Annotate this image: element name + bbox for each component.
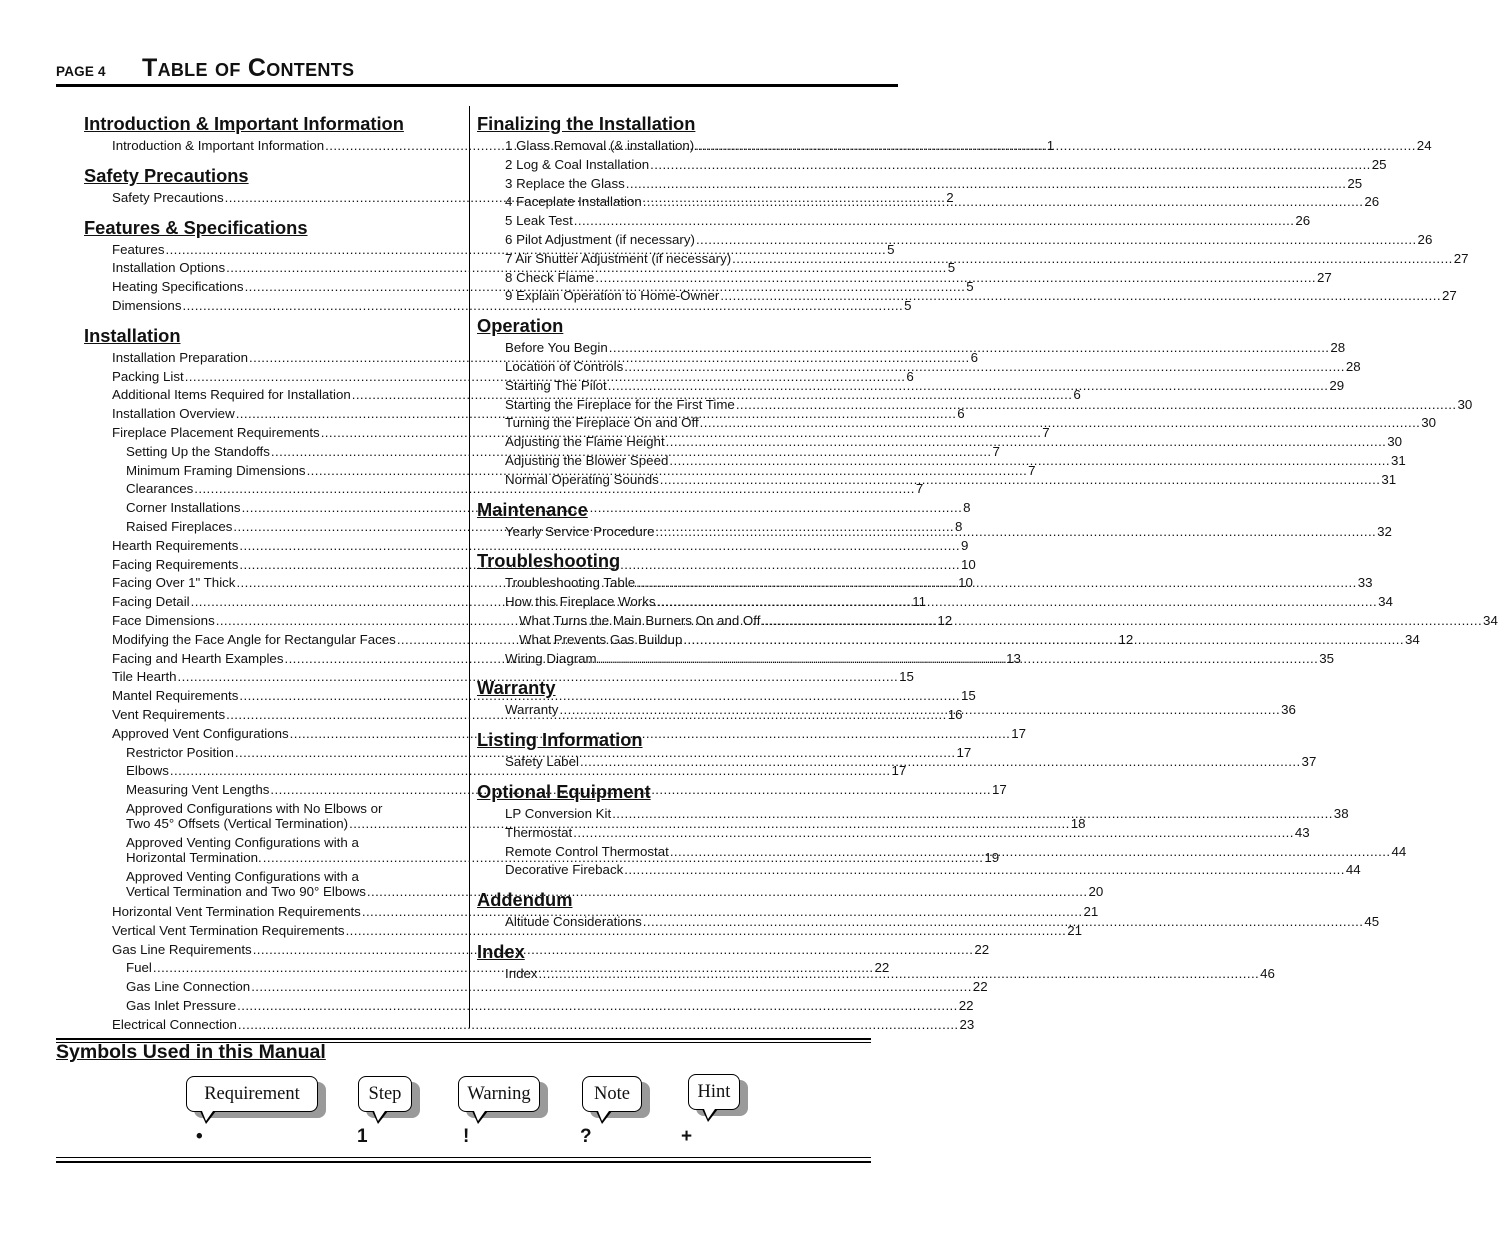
toc-entry-label: Facing Over 1" Thick bbox=[112, 575, 236, 591]
toc-entry bbox=[477, 861, 1361, 880]
hint-bubble bbox=[688, 1074, 740, 1110]
toc-entry-page: 10 bbox=[958, 575, 973, 591]
toc-entry-page: 34 bbox=[1483, 612, 1498, 628]
toc-entry bbox=[477, 433, 1403, 452]
toc-entry-page: 5 bbox=[947, 260, 956, 276]
toc-entry-label-continued: Horizontal Termination. bbox=[126, 850, 262, 866]
hint-label: Hint bbox=[688, 1074, 740, 1110]
leader-dots bbox=[720, 287, 1441, 306]
toc-entry-page: 8 bbox=[955, 518, 963, 534]
leader-dots bbox=[624, 358, 1345, 377]
toc-entry-label: Restrictor Position bbox=[126, 744, 234, 760]
step-label: Step bbox=[358, 1076, 412, 1112]
toc-entry bbox=[477, 156, 1387, 175]
leader-dots bbox=[683, 631, 1404, 650]
step-bubble bbox=[358, 1076, 412, 1112]
toc-entry-label: Facing and Hearth Examples bbox=[112, 650, 284, 666]
toc-entry-label: Minimum Framing Dimensions bbox=[126, 462, 306, 478]
toc-entry-label: Approved Venting Configurations with a bbox=[126, 868, 359, 884]
toc-entry-label: Vent Requirements bbox=[112, 706, 226, 722]
toc-entry-label: Face Dimensions bbox=[112, 612, 215, 628]
toc-entry bbox=[84, 997, 974, 1016]
leader-dots bbox=[643, 913, 1364, 932]
toc-entry bbox=[477, 452, 1406, 471]
toc-entry-page: 5 bbox=[904, 297, 912, 313]
toc-entry-label: Raised Fireplaces bbox=[126, 518, 233, 534]
toc-entry-label: Vertical Vent Termination Requirements bbox=[112, 922, 345, 938]
toc-entry-label: Yearly Service Procedure bbox=[505, 523, 655, 539]
toc-entry-label: Starting The Pilot bbox=[505, 377, 607, 393]
toc-entry-label: Fireplace Placement Requirements bbox=[112, 424, 320, 440]
section-heading: Safety Precautions bbox=[84, 164, 249, 186]
toc-entry bbox=[84, 978, 988, 997]
toc-entry bbox=[477, 358, 1361, 377]
toc-section bbox=[477, 113, 1469, 306]
toc-entry-page: 35 bbox=[1319, 650, 1335, 666]
leader-dots bbox=[666, 433, 1387, 452]
toc-entry-label: Troubleshooting Table bbox=[505, 575, 636, 591]
toc-entry-label: Approved Venting Configurations with a bbox=[126, 834, 359, 850]
toc-entry-label: Horizontal Vent Termination Requirements bbox=[112, 903, 361, 919]
toc-entry-page: 1 bbox=[1046, 138, 1055, 153]
toc-entry-page: 7 bbox=[915, 481, 924, 497]
toc-entry-label: Warranty bbox=[505, 702, 559, 718]
leader-dots bbox=[598, 650, 1319, 669]
toc-entry-page: 12 bbox=[937, 612, 953, 628]
toc-entry-label: 9 Explain Operation to Home-Owner bbox=[505, 288, 720, 304]
step-glyph: 1 bbox=[357, 1126, 368, 1147]
toc-entry-page: 24 bbox=[1416, 138, 1432, 153]
toc-entry-page: 15 bbox=[899, 669, 914, 685]
toc-entry bbox=[477, 287, 1457, 306]
toc-entry bbox=[477, 175, 1363, 194]
toc-entry-label: Corner Installations bbox=[126, 500, 241, 516]
leader-dots bbox=[643, 193, 1364, 212]
toc-entry-label: Thermostat bbox=[505, 824, 573, 840]
toc-entry bbox=[477, 414, 1437, 433]
toc-entry-label: Elbows bbox=[126, 763, 169, 779]
toc-entry-label: Gas Inlet Pressure bbox=[126, 997, 237, 1013]
toc-entry-label: Before You Begin bbox=[505, 340, 608, 356]
toc-entry-page: 10 bbox=[961, 556, 976, 572]
toc-entry-page: 22 bbox=[958, 997, 974, 1013]
toc-entry-label: Additional Items Required for Installation bbox=[112, 387, 351, 403]
toc-entry-page: 2 bbox=[946, 189, 954, 205]
leader-dots bbox=[608, 377, 1329, 396]
leader-dots bbox=[612, 805, 1333, 824]
leader-dots bbox=[559, 701, 1280, 720]
leader-dots bbox=[695, 137, 1416, 156]
toc-entry-label: How this Fireplace Works bbox=[505, 594, 656, 610]
toc-entry-label: Installation Preparation bbox=[112, 349, 249, 365]
toc-entry-label: Hearth Requirements bbox=[112, 537, 239, 553]
toc-entry-page: 7 bbox=[1042, 424, 1050, 440]
toc-entry-page: 34 bbox=[1404, 631, 1420, 647]
toc-entry-label: Normal Operating Sounds bbox=[505, 471, 659, 487]
toc-entry-label: Approved Configurations with No Elbows or bbox=[126, 800, 383, 816]
toc-entry-label: Facing Requirements bbox=[112, 556, 239, 572]
toc-entry-label: Adjusting the Flame Height bbox=[505, 434, 665, 450]
leader-dots bbox=[657, 593, 1378, 612]
toc-entry-label: 6 Pilot Adjustment (if necessary) bbox=[505, 231, 695, 247]
toc-entry bbox=[477, 231, 1433, 250]
toc-entry-label: Remote Control Thermostat bbox=[505, 843, 669, 859]
toc-entry-page: 27 bbox=[1441, 288, 1457, 304]
toc-entry-label: Altitude Considerations bbox=[505, 914, 642, 930]
toc-entry-label: Turning the Fireplace On and Off bbox=[505, 415, 699, 431]
toc-entry-page: 7 bbox=[992, 443, 1000, 459]
header-rule bbox=[56, 84, 898, 87]
toc-entry-label-continued: Vertical Termination and Two 90° Elbows bbox=[126, 884, 366, 900]
leader-dots bbox=[670, 843, 1391, 862]
toc-entry-label: 5 Leak Test bbox=[505, 213, 573, 229]
toc-entry-label: LP Conversion Kit bbox=[505, 805, 612, 821]
toc-entry bbox=[477, 377, 1345, 396]
toc-entry-page: 26 bbox=[1295, 213, 1311, 229]
toc-entry-page: 13 bbox=[1006, 650, 1021, 666]
toc-entry-page: 5 bbox=[887, 241, 895, 257]
toc-entry-label: 2 Log & Coal Installation bbox=[505, 156, 650, 172]
toc-entry-page: 27 bbox=[1317, 269, 1332, 285]
leader-dots bbox=[237, 997, 958, 1016]
toc-entry-label: Location of Controls bbox=[505, 358, 624, 374]
toc-entry-page: 15 bbox=[961, 688, 976, 704]
toc-entry-label-continued: Two 45° Offsets (Vertical Termination) bbox=[126, 816, 349, 832]
toc-entry-label: Clearances bbox=[126, 481, 194, 497]
toc-entry-page: 18 bbox=[1070, 816, 1086, 832]
toc-entry bbox=[477, 269, 1332, 288]
toc-entry bbox=[477, 212, 1311, 231]
section-heading: Optional Equipment bbox=[477, 780, 651, 802]
toc-entry-page: 28 bbox=[1345, 358, 1361, 374]
toc-entry-label: Wiring Diagram bbox=[505, 650, 597, 666]
toc-entry-page: 46 bbox=[1260, 965, 1275, 981]
leader-dots bbox=[574, 212, 1295, 231]
leader-dots bbox=[573, 824, 1294, 843]
note-glyph: ? bbox=[580, 1126, 592, 1147]
leader-dots bbox=[700, 414, 1421, 433]
toc-entry-label: 3 Replace the Glass bbox=[505, 175, 625, 191]
section-heading: Finalizing the Installation bbox=[477, 113, 696, 134]
toc-entry-label: Adjusting the Blower Speed bbox=[505, 452, 669, 468]
leader-dots bbox=[660, 471, 1381, 490]
page-number-label: PAGE 4 bbox=[56, 64, 106, 79]
requirement-label: Requirement bbox=[186, 1076, 318, 1112]
toc-entry-page: 32 bbox=[1377, 523, 1392, 539]
toc-entry-page: 21 bbox=[1083, 903, 1099, 919]
section-heading: Introduction & Important Information bbox=[84, 113, 404, 134]
toc-entry-label: Introduction & Important Information bbox=[112, 138, 325, 153]
toc-entry-label: Approved Vent Configurations bbox=[112, 725, 289, 741]
toc-entry-label: Installation Overview bbox=[112, 406, 235, 422]
toc-entry-label: Starting the Fireplace for the First Time bbox=[505, 396, 735, 412]
toc-entry-label: Installation Options bbox=[112, 260, 226, 276]
toc-entry-page: 19 bbox=[984, 850, 1000, 866]
toc-entry-label: Electrical Connection bbox=[112, 1016, 237, 1032]
symbols-title: Symbols Used in this Manual bbox=[56, 1041, 326, 1063]
toc-entry-page: 9 bbox=[961, 537, 969, 553]
toc-entry-page: 31 bbox=[1381, 471, 1397, 487]
leader-dots bbox=[669, 452, 1390, 471]
leader-dots bbox=[580, 753, 1301, 772]
toc-entry-label: Packing List bbox=[112, 368, 184, 384]
toc-entry-page: 5 bbox=[966, 279, 974, 295]
leader-dots bbox=[238, 1016, 959, 1035]
toc-entry bbox=[84, 668, 914, 687]
toc-entry-page: 22 bbox=[972, 979, 988, 995]
toc-entry bbox=[477, 523, 1392, 542]
toc-entry-page: 44 bbox=[1391, 843, 1407, 859]
toc-entry-page: 11 bbox=[912, 594, 927, 610]
toc-entry-page: 22 bbox=[974, 941, 990, 957]
toc-entry-page: 30 bbox=[1421, 415, 1437, 431]
page-header bbox=[56, 54, 898, 84]
toc-entry-label: Safety Precautions bbox=[112, 189, 224, 205]
toc-entry-page: 6 bbox=[906, 368, 914, 384]
toc-entry bbox=[477, 339, 1346, 358]
toc-entry-page: 17 bbox=[992, 782, 1007, 798]
requirement-glyph: • bbox=[196, 1126, 203, 1147]
leader-dots bbox=[696, 231, 1417, 250]
toc-entry-page: 45 bbox=[1364, 914, 1380, 930]
toc-entry-label: Mantel Requirements bbox=[112, 688, 239, 704]
toc-entry bbox=[84, 537, 969, 556]
leader-dots bbox=[539, 965, 1260, 984]
warning-bubble bbox=[458, 1076, 540, 1112]
toc-entry-page: 43 bbox=[1294, 824, 1310, 840]
toc-entry-label: Facing Detail bbox=[112, 594, 190, 610]
toc-entry-page: 36 bbox=[1281, 702, 1296, 718]
toc-entry bbox=[477, 396, 1473, 415]
toc-entry bbox=[477, 193, 1380, 212]
toc-entry-label: Index bbox=[505, 965, 538, 981]
toc-entry-page: 30 bbox=[1387, 434, 1403, 450]
leader-dots bbox=[761, 612, 1482, 631]
toc-entry-page: 27 bbox=[1453, 250, 1469, 266]
symbols-bottom-rule bbox=[56, 1157, 871, 1163]
section-heading: Maintenance bbox=[477, 498, 588, 520]
toc-entry-label: Gas Line Requirements bbox=[112, 941, 252, 957]
warning-label: Warning bbox=[458, 1076, 540, 1112]
toc-entry-page: 20 bbox=[1088, 884, 1104, 900]
toc-entry-page: 8 bbox=[963, 500, 971, 516]
toc-entry-page: 21 bbox=[1067, 922, 1082, 938]
toc-entry-label: Gas Line Connection bbox=[126, 979, 251, 995]
toc-entry-page: 6 bbox=[957, 406, 965, 422]
toc-entry-page: 37 bbox=[1301, 754, 1317, 770]
section-heading: Listing Information bbox=[477, 729, 643, 751]
toc-entry-label: Heating Specifications bbox=[112, 279, 244, 295]
toc-entry-label: 8 Check Flame bbox=[505, 269, 595, 285]
leader-dots bbox=[595, 269, 1316, 288]
toc-entry-label: Dimensions bbox=[112, 297, 182, 313]
section-heading: Index bbox=[477, 940, 525, 962]
warning-glyph: ! bbox=[463, 1126, 470, 1147]
toc-entry-label: Tile Hearth bbox=[112, 669, 177, 685]
toc-entry-page: 6 bbox=[1073, 387, 1081, 403]
toc-entry bbox=[84, 297, 912, 316]
leader-dots bbox=[626, 175, 1347, 194]
toc-entry-page: 12 bbox=[1118, 631, 1134, 647]
toc-entry-label: 7 Air Shutter Adjustment (if necessary) bbox=[505, 250, 732, 266]
toc-entry-page: 25 bbox=[1347, 175, 1363, 191]
toc-entry-page: 17 bbox=[1011, 725, 1027, 741]
leader-dots bbox=[624, 861, 1345, 880]
page-title: Table of Contents bbox=[142, 54, 355, 82]
note-label: Note bbox=[582, 1076, 642, 1112]
toc-entry-page: 33 bbox=[1357, 575, 1373, 591]
toc-entry-page: 26 bbox=[1417, 231, 1433, 247]
note-bubble bbox=[582, 1076, 642, 1112]
toc-entry-label: What Turns the Main Burners On and Off bbox=[519, 612, 761, 628]
toc-section bbox=[477, 315, 1473, 489]
toc-entry bbox=[84, 1016, 975, 1035]
section-heading: Operation bbox=[477, 315, 564, 337]
toc-entry bbox=[477, 471, 1397, 490]
section-heading: Troubleshooting bbox=[477, 550, 621, 572]
hint-glyph: + bbox=[681, 1126, 693, 1147]
toc-entry bbox=[477, 250, 1469, 269]
leader-dots bbox=[636, 574, 1357, 593]
toc-entry-page: 22 bbox=[874, 960, 890, 976]
toc-entry-page: 17 bbox=[956, 744, 972, 760]
toc-entry-label: Decorative Fireback bbox=[505, 862, 624, 878]
toc-entry bbox=[477, 137, 1432, 156]
leader-dots bbox=[650, 156, 1371, 175]
toc-entry-page: 44 bbox=[1345, 862, 1361, 878]
toc-entry-page: 28 bbox=[1330, 340, 1346, 356]
section-heading: Installation bbox=[84, 324, 181, 346]
toc-entry-label: Fuel bbox=[126, 960, 152, 976]
toc-entry-label: 4 Faceplate Installation bbox=[505, 194, 642, 210]
leader-dots bbox=[732, 250, 1453, 269]
toc-entry-page: 7 bbox=[1028, 462, 1036, 478]
toc-entry-page: 31 bbox=[1390, 452, 1406, 468]
leader-dots bbox=[736, 396, 1457, 415]
toc-entry-page: 6 bbox=[970, 349, 979, 365]
toc-entry-page: 30 bbox=[1457, 396, 1473, 412]
toc-entry-label: 1 Glass Removal (& installation) bbox=[505, 138, 695, 153]
requirement-bubble bbox=[186, 1076, 318, 1112]
toc-entry-label: What Prevents Gas Buildup bbox=[519, 631, 683, 647]
toc-entry-page: 34 bbox=[1378, 594, 1393, 610]
section-heading: Addendum bbox=[477, 889, 573, 911]
toc-entry-page: 23 bbox=[959, 1016, 975, 1032]
toc-entry-label: Safety Label bbox=[505, 754, 579, 770]
toc-entry-page: 26 bbox=[1364, 194, 1380, 210]
leader-dots bbox=[609, 339, 1330, 358]
toc-entry-label: Modifying the Face Angle for Rectangular Faces bbox=[112, 631, 396, 647]
toc-entry-page: 25 bbox=[1371, 156, 1387, 172]
leader-dots bbox=[656, 523, 1377, 542]
toc-entry-label: Features bbox=[112, 241, 165, 257]
toc-entry-page: 29 bbox=[1329, 377, 1345, 393]
toc-entry bbox=[84, 480, 924, 499]
toc-entry-page: 38 bbox=[1333, 805, 1349, 821]
toc-entry-page: 17 bbox=[891, 763, 907, 779]
toc-section bbox=[477, 498, 1392, 542]
toc-entry-label: Setting Up the Standoffs bbox=[126, 443, 270, 459]
section-heading: Features & Specifications bbox=[84, 216, 308, 238]
toc-entry-label: Measuring Vent Lengths bbox=[126, 782, 270, 798]
section-heading: Warranty bbox=[477, 677, 556, 699]
toc-entry-page: 16 bbox=[947, 706, 963, 722]
